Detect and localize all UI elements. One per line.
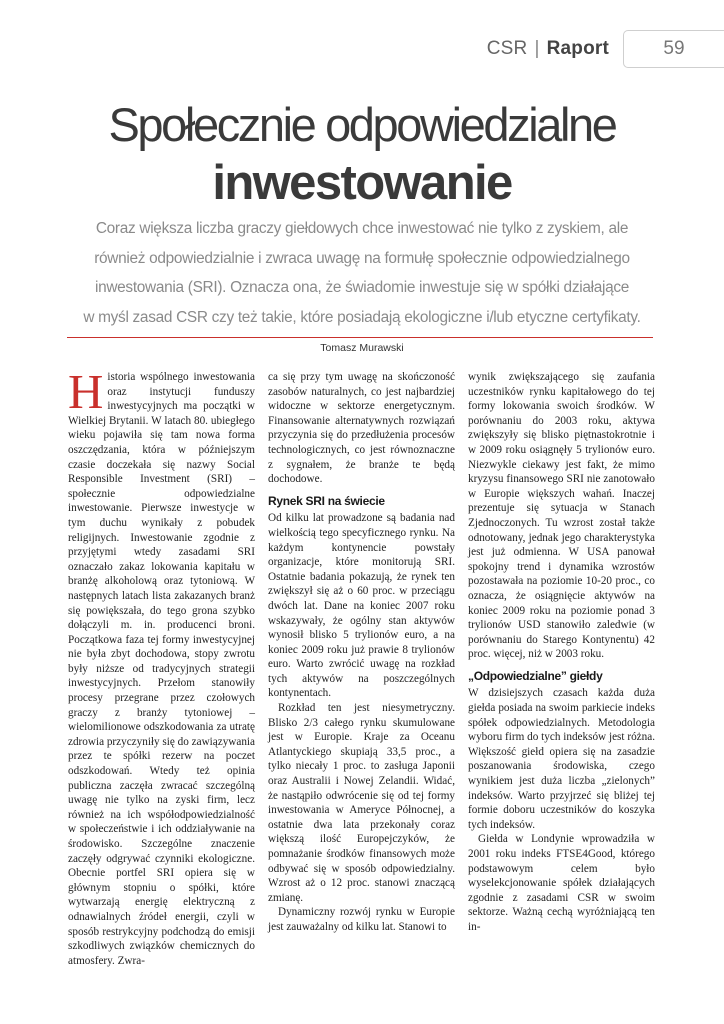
section-label: CSR	[486, 38, 528, 59]
article-paragraph: W dzisiejszych czasach każda duża giełda posiada na swoim parkiecie indeks spółek odpowiedzialnych. Metodologia wyboru firm do tych indeksów jest różna. Większość giełd opiera się na zasadzie poszanowania środowiska, czego wynikiem jest duża liczba „zielonych” indeksów. Warto przyjrzeć się bliżej tej formie doboru uczestników do koszyka tych indeksów.	[468, 687, 655, 831]
article-paragraph	[68, 364, 255, 968]
lead-line: inwestowania (SRI). Oznacza ona, że świadomie inwestuje się w spółki działające	[94, 279, 630, 296]
lead-line: w myśl zasad CSR czy też takie, które posiadają ekologiczne i/lub etyczne certyfikaty.	[83, 308, 641, 326]
running-head	[487, 38, 609, 60]
author-byline: Tomasz Murawski	[320, 342, 404, 354]
article-paragraph: Dynamiczny rozwój rynku w Europie jest zauważalny od kilku lat. Stanowi to	[268, 906, 455, 933]
article-paragraph: Od kilku lat prowadzone są badania nad wielkością tego specyficznego rynku. Na każdym kontynencie powstały organizacje, które monitorują SRI. Ostatnie badania pokazują, że rynek ten zwiększył się aż o 60 proc. w przeciągu dwóch lat. Dane na koniec 2007 roku wskazywały, że ogólny stan aktywów wynosił blisko 5 trylionów euro, a na koniec 2009 roku już prawie 8 trylionów euro. Warto zwrócić uwagę na rozkład tych aktywów na poszczególnych kontynentach.	[268, 512, 455, 700]
article-column-3	[468, 370, 655, 935]
section-separator: |	[534, 38, 540, 59]
headline-line-1: Społecznie odpowiedzialne	[108, 98, 616, 151]
article-paragraph: wynik zwiększającego się zaufania uczestników rynku kapitałowego do tej formy lokowania swoich środków. W porównaniu do 2003 roku, aktywa zwiększyły się blisko piętnastokrotnie i w 2009 roku osiągnęły 5 trylionów euro. Niezwykle ciekawy jest fakt, że mimo kryzysu finansowego SRI nie zanotowało w Europie większych wahań. Inaczej prezentuje się sytuacja w Stanach Zjednoczonych. Tu wzrost został także odnotowany, jednak jego charakterystyka jest już odmienna. W USA panował spokojny trend i dynamika wzrostów pozostawała na poziomie 10-20 proc., co oznacza, że osiągnięcie aktywów na koniec 2009 roku na poziomie ponad 3 trylionów USD stanowiło zaledwie (w porównaniu do Starego Kontynentu) 42 proc. więcej, niż w 2003 roku.	[468, 371, 655, 661]
lead-line: również odpowiedzialnie i zwraca uwagę na formułę społecznie odpowiedzialnego	[94, 249, 630, 267]
section-label-raport: Raport	[546, 38, 609, 59]
article-paragraph: Giełda w Londynie wprowadziła w 2001 roku indeks FTSE4Good, którego podstawowym celem było wyselekcjonowanie spółek działających zgodnie z zasadami CSR w swoim sektorze. Ważną cechą wyróżniającą ten in-	[468, 833, 655, 933]
section-heading: „Odpowiedzialne” giełdy	[468, 668, 603, 683]
article-column-2	[268, 370, 455, 935]
page-header	[487, 30, 724, 68]
page-number: 59	[623, 30, 724, 68]
paragraph-text: istoria wspólnego inwestowania oraz instytucji funduszy inwestycyjnych ma początki w Wielkiej Brytanii. W latach 80. ubiegłego wieku pojawiła się tam nowa forma oszczędzania, która w późniejszym czasie doczekała się nazwy Social Responsible Investment (SRI) – społecznie odpowiedzialne inwestowanie. Pierwsze inwestycje w tym duchu wynikały z pobudek religijnych. Inwestowanie zgodnie z przyjętymi wtedy zasadami SRI oznaczało zakaz lokowania kapitału w branżę alkoholową oraz tytoniową. W następnych latach lista zakazanych branż się powiększała, do tego grona szybko dołączyli m. in. producenci broni. Początkowa faza tej formy inwestycyjnej nie była zbyt dochodowa, stopy zwrotu były niższe od tradycyjnych strategii inwestycyjnych. Przełom stanowiły procesy przegrane przez czołowych graczy z branży tytoniowej – wielomilionowe odszkodowania za utratę zdrowia przyczyniły się do zawiązywania przez te spółki rezerw na poczet odszkodowań. Wtedy też opinia publiczna zaczęła zwracać szczególną uwagę nie tylko na zyski firm, lecz również na ich współodpowiedzialność w społeczeństwie i ich oddziaływanie na środowisko. Szczególne znaczenie zaczęły odgrywać czynniki ekologiczne. Obecnie portfel SRI opiera się w głównym stopniu o spółki, które wytwarzają energię elektryczną z odnawialnych źródeł energii, czyli w sposób restrykcyjny podchodzą do emisji szkodliwych związków chemicznych do atmosfery. Zwra-	[68, 371, 255, 967]
article-paragraph: ca się przy tym uwagę na skończoność zasobów naturalnych, co jest najbardziej widoczne w sektorze energetycznym. Finansowanie alternatywnych rozwiązań przyczynia się do przedłużenia procesów technologicznych, co jest równoznaczne z sygnałem, że branże te będą dochodowe.	[268, 371, 455, 486]
lead-line: Coraz większa liczba graczy giełdowych chce inwestować nie tylko z zyskiem, ale	[95, 220, 629, 237]
article-column-1	[68, 364, 255, 968]
article-paragraph: Rozkład ten jest niesymetryczny. Blisko 2/3 całego rynku skumulowane jest w Europie. Kraje za Oceanu Atlantyckiego skupiają 33,5 proc., a tylko niecały 1 proc. to zasługa Japonii oraz Australii i Nowej Zelandii. Widać, że nastąpiło odwrócenie się od tej formy inwestowania w Ameryce Północnej, a ostatnie dwa lata przekonały coraz większą ilość Europejczyków, że pomnażanie środków finansowych może odbywać się w sposób odpowiedzialny. Wzrost aż o 12 proc. stanowi znaczącą zmianę.	[268, 702, 455, 904]
headline-line-2: inwestowanie	[212, 156, 512, 210]
lead-paragraph	[62, 214, 662, 332]
drop-cap: H	[68, 364, 104, 419]
divider-rule	[67, 337, 653, 338]
section-heading: Rynek SRI na świecie	[268, 493, 385, 508]
